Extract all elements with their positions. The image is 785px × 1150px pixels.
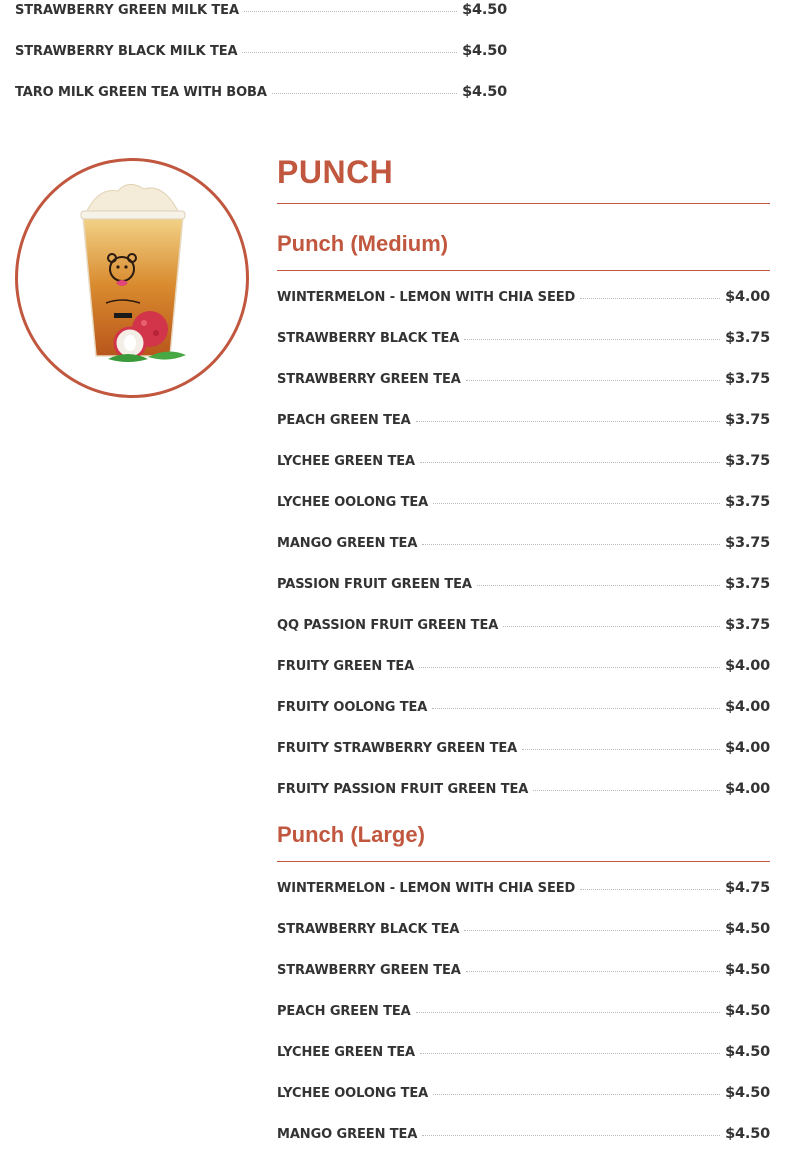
menu-item-name: LYCHEE OOLONG TEA — [277, 495, 429, 510]
menu-item — [277, 330, 770, 350]
leader-dots — [433, 1094, 720, 1095]
leader-dots — [416, 1012, 721, 1013]
menu-item-price: $3.75 — [725, 576, 770, 592]
menu-item-name: WINTERMELON - LEMON WITH CHIA SEED — [277, 881, 576, 896]
menu-item-name: STRAWBERRY BLACK TEA — [277, 331, 460, 346]
menu-item-price: $3.75 — [725, 371, 770, 387]
menu-item-price: $3.75 — [725, 453, 770, 469]
subsection-divider — [277, 270, 770, 271]
menu-item — [277, 1126, 770, 1146]
leader-dots — [477, 585, 720, 586]
menu-item-price: $3.75 — [725, 617, 770, 633]
menu-item-price: $4.50 — [725, 962, 770, 978]
leader-dots — [244, 11, 457, 12]
menu-item-price: $4.50 — [725, 1003, 770, 1019]
menu-item-name: STRAWBERRY GREEN TEA — [277, 963, 461, 978]
menu-item-price: $4.00 — [725, 289, 770, 305]
leader-dots — [422, 544, 720, 545]
punch-product-image — [15, 158, 249, 398]
lychee-tea-cup-icon — [18, 161, 246, 395]
menu-item — [277, 412, 770, 432]
leader-dots — [432, 708, 720, 709]
menu-item-name: FRUITY PASSION FRUIT GREEN TEA — [277, 782, 529, 797]
menu-item-name: LYCHEE GREEN TEA — [277, 1045, 415, 1060]
menu-item — [277, 535, 770, 555]
menu-item — [277, 371, 770, 391]
menu-item-name: PEACH GREEN TEA — [277, 413, 411, 428]
menu-item-price: $4.00 — [725, 699, 770, 715]
leader-dots — [242, 52, 457, 53]
menu-item-price: $4.75 — [725, 880, 770, 896]
menu-item-name: LYCHEE GREEN TEA — [277, 454, 415, 469]
menu-item — [277, 699, 770, 719]
menu-item-price: $3.75 — [725, 330, 770, 346]
leader-dots — [522, 749, 720, 750]
menu-item — [277, 921, 770, 941]
menu-item-price: $4.00 — [725, 781, 770, 797]
menu-item-price: $4.50 — [462, 43, 507, 59]
menu-item-name: TARO MILK GREEN TEA WITH BOBA — [15, 85, 267, 100]
menu-item — [15, 2, 507, 22]
menu-item-name: STRAWBERRY GREEN TEA — [277, 372, 461, 387]
leader-dots — [272, 93, 457, 94]
menu-item-name: STRAWBERRY BLACK TEA — [277, 922, 460, 937]
leader-dots — [580, 889, 720, 890]
menu-item-name: LYCHEE OOLONG TEA — [277, 1086, 429, 1101]
menu-item-name: QQ PASSION FRUIT GREEN TEA — [277, 618, 499, 633]
menu-item — [277, 453, 770, 473]
leader-dots — [503, 626, 720, 627]
leader-dots — [420, 462, 720, 463]
menu-item — [15, 84, 507, 104]
menu-item-price: $4.50 — [725, 921, 770, 937]
menu-item — [277, 658, 770, 678]
leader-dots — [464, 930, 720, 931]
leader-dots — [422, 1135, 720, 1136]
leader-dots — [419, 667, 720, 668]
section-title-punch: PUNCH — [277, 154, 394, 190]
menu-item — [277, 617, 770, 637]
menu-item — [15, 43, 507, 63]
menu-item-price: $4.50 — [462, 84, 507, 100]
menu-item — [277, 880, 770, 900]
menu-item-price: $4.50 — [725, 1126, 770, 1142]
leader-dots — [466, 380, 720, 381]
menu-item-name: STRAWBERRY BLACK MILK TEA — [15, 44, 238, 59]
menu-item-name: FRUITY GREEN TEA — [277, 659, 415, 674]
menu-item — [277, 740, 770, 760]
subsection-divider — [277, 861, 770, 862]
menu-item-name: WINTERMELON - LEMON WITH CHIA SEED — [277, 290, 576, 305]
menu-item-price: $4.50 — [725, 1085, 770, 1101]
menu-item — [277, 576, 770, 596]
menu-item-name: STRAWBERRY GREEN MILK TEA — [15, 3, 239, 18]
menu-item-price: $3.75 — [725, 535, 770, 551]
leader-dots — [433, 503, 720, 504]
menu-item — [277, 1044, 770, 1064]
menu-item — [277, 289, 770, 309]
leader-dots — [416, 421, 721, 422]
menu-item — [277, 781, 770, 801]
menu-item-name: PASSION FRUIT GREEN TEA — [277, 577, 472, 592]
subsection-title-punch-large: Punch (Large) — [277, 822, 425, 847]
menu-item-name: FRUITY OOLONG TEA — [277, 700, 428, 715]
menu-item-price: $3.75 — [725, 412, 770, 428]
menu-item-price: $3.75 — [725, 494, 770, 510]
leader-dots — [466, 971, 720, 972]
menu-item — [277, 1003, 770, 1023]
leader-dots — [533, 790, 720, 791]
menu-item-name: FRUITY STRAWBERRY GREEN TEA — [277, 741, 518, 756]
leader-dots — [464, 339, 720, 340]
menu-item — [277, 1085, 770, 1105]
subsection-title-punch-medium: Punch (Medium) — [277, 231, 449, 256]
menu-item — [277, 494, 770, 514]
section-divider — [277, 203, 770, 204]
menu-item — [277, 962, 770, 982]
menu-item-price: $4.50 — [462, 2, 507, 18]
menu-item-name: PEACH GREEN TEA — [277, 1004, 411, 1019]
menu-item-name: MANGO GREEN TEA — [277, 1127, 418, 1142]
menu-item-price: $4.50 — [725, 1044, 770, 1060]
leader-dots — [580, 298, 720, 299]
leader-dots — [420, 1053, 720, 1054]
menu-item-name: MANGO GREEN TEA — [277, 536, 418, 551]
menu-item-price: $4.00 — [725, 740, 770, 756]
menu-item-price: $4.00 — [725, 658, 770, 674]
